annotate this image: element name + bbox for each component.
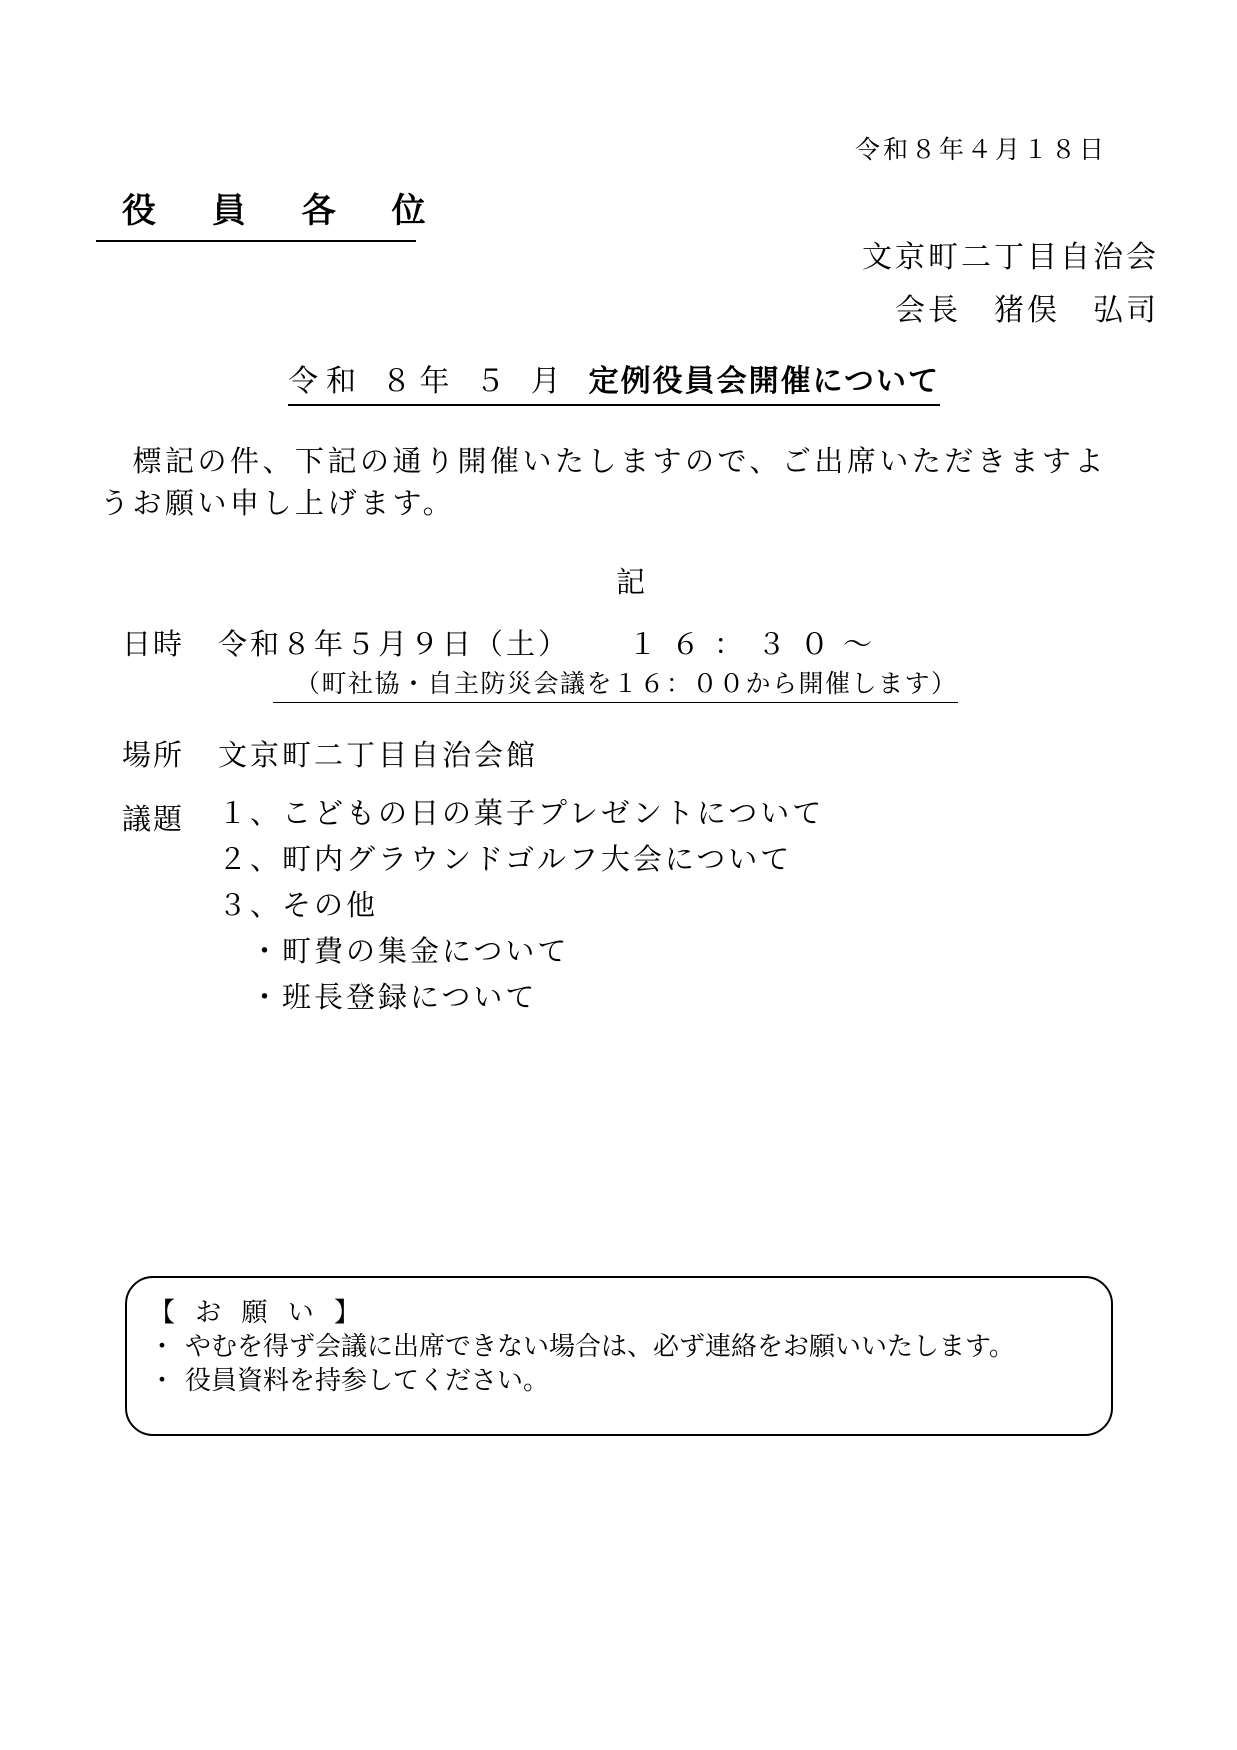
- notice-box: [125, 1276, 1113, 1436]
- body-paragraph: 標記の件、下記の通り開催いたしますので、ご出席いただきますようお願い申し上げます。: [100, 444, 1107, 520]
- place-label: 場所: [122, 738, 185, 772]
- bullet-marker: ・: [149, 1366, 176, 1396]
- agenda-item: ３、その他: [218, 888, 379, 922]
- datetime-note: （町社協・自主防災会議を１６：００から開催します）: [273, 664, 958, 703]
- date-text: 令和８年５月９日（土）: [218, 627, 571, 661]
- datetime-value: [218, 622, 886, 663]
- notice-item: [149, 1326, 1015, 1363]
- datetime-label: 日時: [122, 627, 185, 661]
- title-main: 定例役員会開催について: [588, 364, 941, 399]
- place-value: 文京町二丁目自治会館: [218, 738, 539, 772]
- recipient-heading: 役 員 各 位: [96, 183, 416, 242]
- title-prefix: 令和 ８年 ５ 月: [288, 364, 569, 399]
- sub-agenda-item: ・班長登録について: [250, 980, 538, 1014]
- sender-organization: 文京町二丁目自治会: [862, 240, 1159, 275]
- time-text: １６：３０～: [628, 627, 887, 661]
- sub-agenda-item: ・町費の集金について: [250, 934, 570, 968]
- notice-heading: 【 お 願 い 】: [149, 1298, 367, 1328]
- document-date: 令和８年４月１８日: [855, 135, 1108, 164]
- document-title: [288, 356, 940, 406]
- notice-item-text: 役員資料を持参してください。: [185, 1366, 550, 1396]
- agenda-item: １、こどもの日の菓子プレゼントについて: [218, 796, 825, 830]
- notice-item: [149, 1360, 549, 1397]
- bullet-marker: ・: [149, 1332, 176, 1362]
- agenda-item: ２、町内グラウンドゴルフ大会について: [218, 842, 793, 876]
- notice-item-text: やむを得ず会議に出席できない場合は、必ず連絡をお願いいたします。: [185, 1332, 1015, 1362]
- ki-marker: 記: [616, 565, 646, 599]
- sender-name: 会長 猪俣 弘司: [895, 293, 1159, 328]
- agenda-label: 議題: [122, 802, 185, 836]
